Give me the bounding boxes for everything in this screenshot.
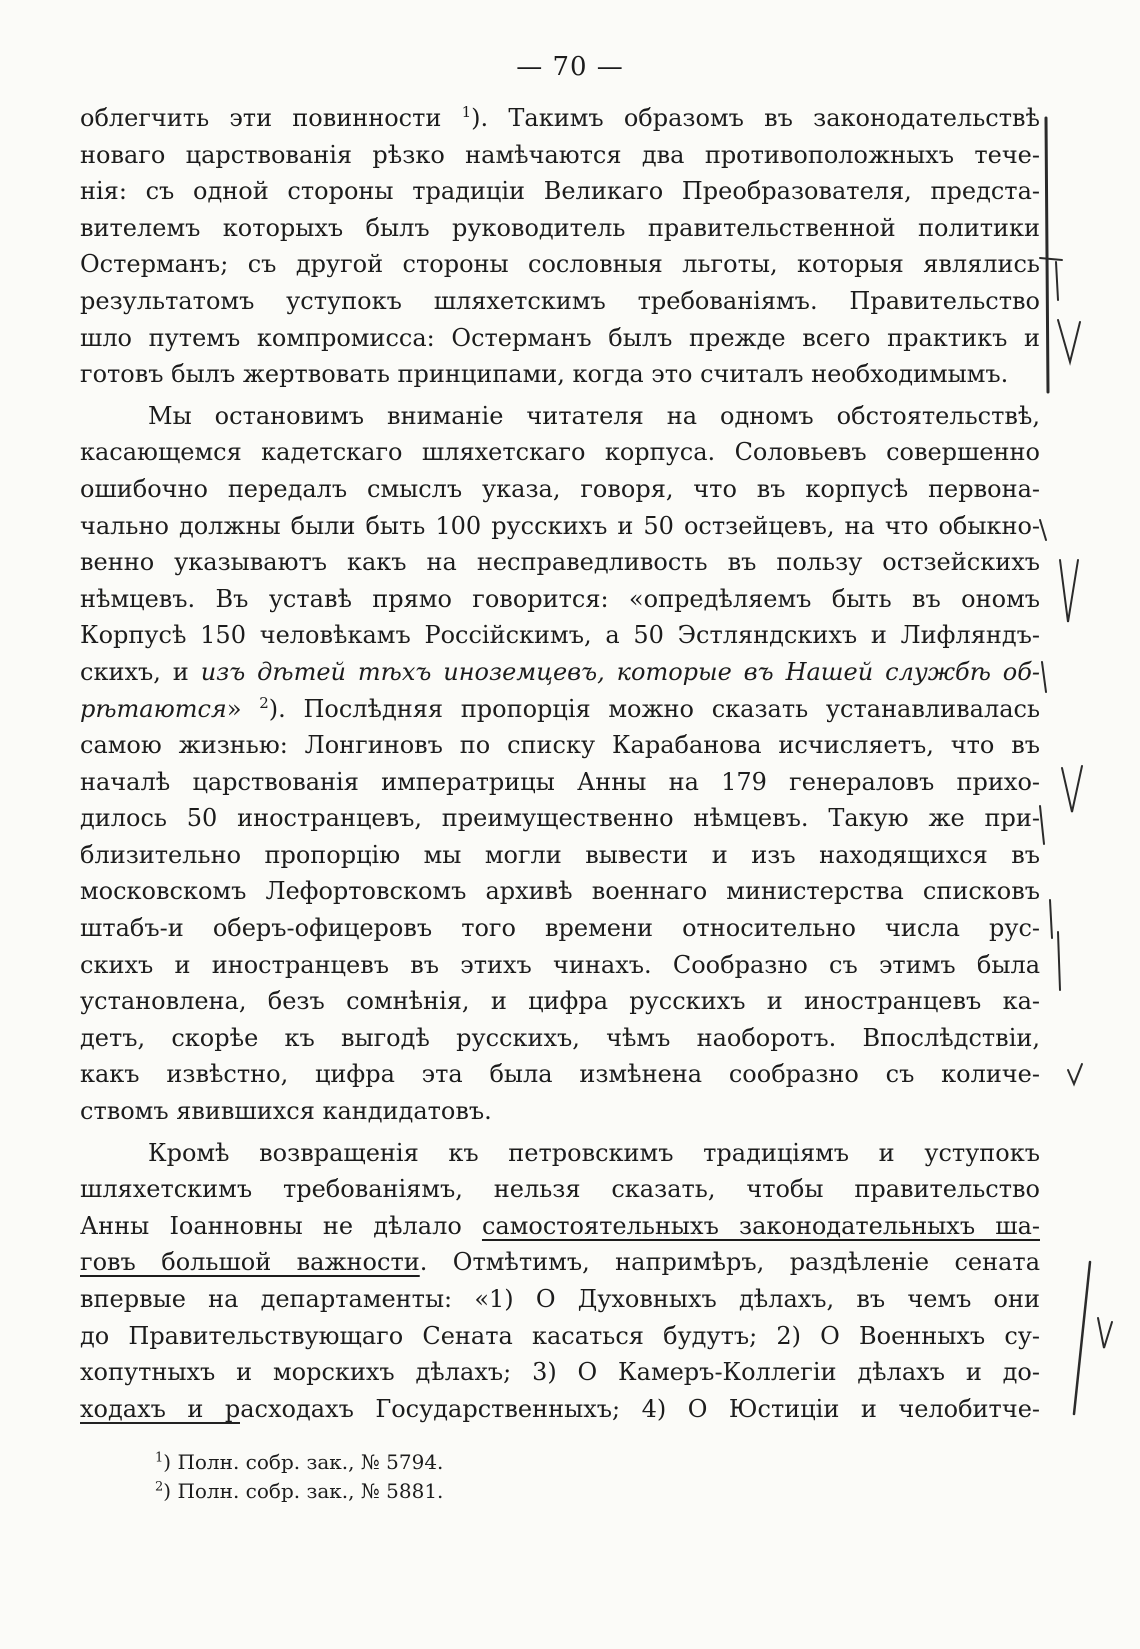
margin-tick-mark bbox=[1040, 258, 1062, 300]
text-line: нія: съ одной стороны традиціи Великаго Преобразователя, предста- bbox=[80, 177, 1040, 206]
text-line: шло путемъ компромисса: Остерманъ былъ прежде всего практикъ и bbox=[80, 323, 1040, 352]
footnote-1: $^1$) Полн. собр. зак., № 5794. bbox=[155, 1450, 444, 1474]
text-line: московскомъ Лефортовскомъ архивѣ военнаго министерства списковъ bbox=[80, 877, 1040, 906]
text-line: облегчить эти повинности $^1$). Такимъ образомъ въ законодательствѣ bbox=[80, 103, 1040, 132]
text-line: ошибочно передалъ смыслъ указа, говоря, что въ корпусѣ первона- bbox=[80, 474, 1040, 503]
text-line: шляхетскимъ требованіямъ, нельзя сказать, чтобы правительство bbox=[80, 1175, 1040, 1204]
margin-check-mark bbox=[1062, 766, 1082, 812]
text-line: готовъ былъ жертвовать принципами, когда это считалъ необходимымъ. bbox=[80, 360, 1009, 389]
margin-line-mark bbox=[1050, 900, 1060, 990]
text-line: впервые на департаменты: «1) О Духовныхъ дѣлахъ, въ чемъ они bbox=[80, 1285, 1040, 1313]
text-line: ствомъ явившихся кандидатовъ. bbox=[80, 1097, 492, 1126]
text-line: Анны Іоанновны не дѣлало самостоятельныхъ законодательныхъ ша- bbox=[80, 1211, 1040, 1240]
text-line: близительно пропорцію мы могли вывести и изъ находящихся въ bbox=[80, 840, 1040, 869]
footnote-2: $^2$) Полн. собр. зак., № 5881. bbox=[155, 1479, 444, 1503]
margin-check-mark bbox=[1058, 320, 1080, 362]
text-line: началѣ царствованія императрицы Анны на 179 генераловъ прихо- bbox=[80, 767, 1040, 796]
text-line: венно указываютъ какъ на несправедливость въ пользу остзейскихъ bbox=[80, 548, 1040, 577]
text-line: ходахъ и расходахъ Государственныхъ; 4) О Юстиціи и челобитче- bbox=[80, 1394, 1040, 1423]
text-line: скихъ и иностранцевъ въ этихъ чинахъ. Сообразно съ этимъ была bbox=[80, 950, 1040, 979]
text-line: установлена, безъ сомнѣнія, и цифра русскихъ и иностранцевъ ка- bbox=[80, 987, 1040, 1016]
footnote-ref: 1 bbox=[461, 103, 472, 121]
text-line: Остерманъ; съ другой стороны сословныя льготы, которыя являлись bbox=[80, 250, 1040, 279]
margin-check-mark bbox=[1068, 1064, 1082, 1084]
margin-check-mark bbox=[1098, 1318, 1112, 1348]
paragraph-1 bbox=[80, 100, 1040, 393]
underlined-phrase: говъ большой важности bbox=[80, 1248, 420, 1277]
text-line: до Правительствующаго Сената касаться будутъ; 2) О Военныхъ су- bbox=[80, 1321, 1040, 1350]
text-line: рѣтаются» $^2$). Послѣдняя пропорція можно сказать устанавливалась bbox=[80, 693, 1041, 723]
paragraph-2 bbox=[80, 398, 1040, 1130]
page-number: — 70 — bbox=[516, 52, 624, 82]
text-line: касающемся кадетскаго шляхетскаго корпуса. Соловьевъ совершенно bbox=[80, 438, 1040, 467]
text-line: детъ, скорѣе къ выгодѣ русскихъ, чѣмъ наоборотъ. Впослѣдствіи, bbox=[80, 1023, 1040, 1052]
margin-tick-mark bbox=[1040, 520, 1046, 692]
margin-check-mark bbox=[1060, 560, 1078, 622]
text-line: нѣмцевъ. Въ уставѣ прямо говорится: «опредѣляемъ быть въ ономъ bbox=[80, 584, 1040, 613]
text-line: говъ большой важности. Отмѣтимъ, напримѣръ, раздѣленіе сената bbox=[80, 1248, 1041, 1277]
body-text bbox=[80, 100, 1040, 1427]
italic-quote: изъ дѣтей тѣхъ иноземцевъ, которые въ Нашей службѣ об- bbox=[200, 657, 1041, 686]
footnote-ref: 2 bbox=[259, 693, 269, 712]
text-line: Корпусѣ 150 человѣкамъ Россійскимъ, а 50 Эстляндскихъ и Лифляндъ- bbox=[80, 621, 1040, 650]
text-line: Кромѣ возвращенія къ петровскимъ традиціямъ и уступокъ bbox=[148, 1138, 1040, 1167]
margin-long-stroke bbox=[1074, 1262, 1090, 1414]
footnotes bbox=[155, 1448, 443, 1506]
text-line: штабъ-и оберъ-офицеровъ того времени относительно числа рус- bbox=[80, 914, 1040, 943]
text-line: дилось 50 иностранцевъ, преимущественно нѣмцевъ. Такую же при- bbox=[80, 804, 1040, 833]
underlined-phrase: самостоятельныхъ законодательныхъ ша- bbox=[481, 1211, 1040, 1240]
text-line: новаго царствованія рѣзко намѣчаются два противоположныхъ тече- bbox=[80, 140, 1040, 169]
footnote-separator bbox=[80, 1422, 240, 1424]
text-line: какъ извѣстно, цифра эта была измѣнена сообразно съ количе- bbox=[80, 1060, 1040, 1089]
margin-bracket-mark bbox=[1046, 118, 1048, 392]
italic-quote: рѣтаются bbox=[80, 694, 227, 723]
text-line: Мы остановимъ вниманіе читателя на одномъ обстоятельствѣ, bbox=[148, 401, 1040, 430]
text-line: скихъ, и изъ дѣтей тѣхъ иноземцевъ, которые въ Нашей службѣ об- bbox=[80, 657, 1041, 686]
text-line: хопутныхъ и морскихъ дѣлахъ; 3) О Камеръ-Коллегіи дѣлахъ и до- bbox=[80, 1358, 1040, 1387]
text-line: вителемъ которыхъ былъ руководитель правительственной политики bbox=[80, 213, 1040, 242]
margin-tick-mark bbox=[1040, 806, 1044, 844]
text-line: самою жизнью: Лонгиновъ по списку Карабанова исчисляетъ, что въ bbox=[80, 731, 1040, 760]
text-line: чально должны были быть 100 русскихъ и 50 остзейцевъ, на что обыкно- bbox=[80, 511, 1040, 540]
text-line: результатомъ уступокъ шляхетскимъ требованіямъ. Правительство bbox=[80, 286, 1040, 315]
paragraph-3 bbox=[80, 1135, 1040, 1428]
